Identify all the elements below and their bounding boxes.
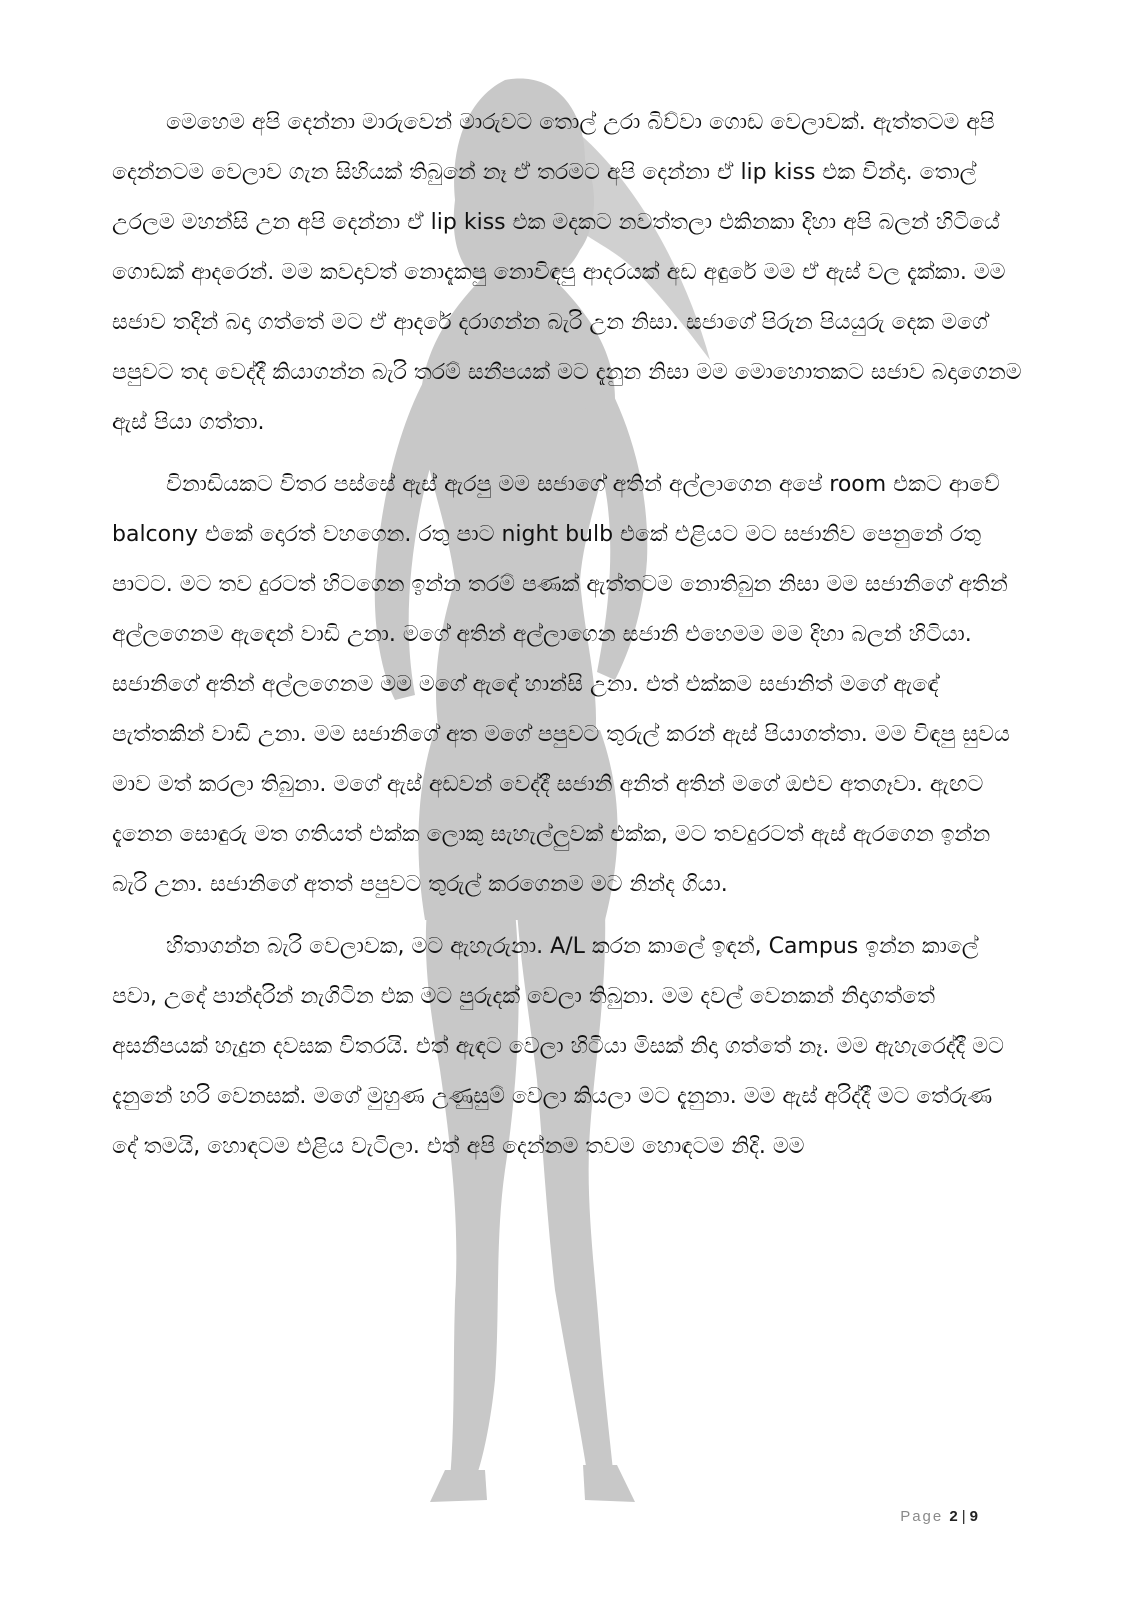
page-current: 2 (949, 1508, 960, 1525)
paragraph-3: හිතාගන්න බැරි වෙලාවක, මට ඇහැරුනා. A/L කරන කාලේ ඉඳන්, Campus ඉන්න කාලේ පවා, උදේ පාන්දරින් නැගිටින එක මට පුරුදක් වෙලා තිබුනා. මම දවල් වෙනකන් නිදාගත්තේ අසනීපයක් හැදුන දවසක විතරයි. එත් ඇඳට වෙලා හිටියා මිසක් නිදා ගත්තේ නෑ. මම ඇහැරෙද්දී මට දැනුනේ හරි වෙනසක්. මගේ මුහුණ උණුසුම් වෙලා කියලා මට දැනුනා. මම ඇස් අරිද්දී මට තේරුණ දේ තමයි, හොඳටම එළිය වැටිලා. එත් අපි දෙන්නම තවම හොඳටම නිදි. මම (112, 934, 1004, 1159)
page-number (900, 1508, 980, 1525)
page-total: 9 (969, 1508, 980, 1525)
page-label: Page (900, 1508, 944, 1525)
body-text (112, 98, 1022, 1184)
paragraph-1: මෙහෙම අපි දෙන්නා මාරුවෙන් මාරුවට තොල් උරා බිව්වා ගොඩ වෙලාවක්. ඇත්තටම අපි දෙන්නටම වෙලාව ගැන සිහියක් තිබුනේ නෑ ඒ තරමට අපි දෙන්නා ඒ lip kiss එක වින්දා. තොල් උරලම මහන්සි උන අපි දෙන්නා ඒ lip kiss එක මදකට නවත්තලා එකිනකා දිහා අපි බලන් හිටියේ ගොඩක් ආදරෙන්. මම කවදාවත් නොදැකපු නොවිඳපු ආදරයක් අඩ අඳුරේ මම ඒ ඇස් වල දැක්කා. මම සජාව තදින් බදා ගත්තේ මට ඒ ආදරේ දරාගන්න බැරි උන නිසා. සජාගේ පිරුන පියයුරු දෙක මගේ පපුවට තද වෙද්දී කියාගන්න බැරි තරම් සනීපයක් මට දැනුන නිසා මම මොහොතකට සජාව බදාගෙනම ඇස් පියා ගත්තා. (112, 110, 1022, 435)
page-separator: | (961, 1508, 968, 1525)
paragraph-2: විනාඩියකට විතර පස්සේ ඇස් ඇරපු මම සජාගේ අතින් අල්ලාගෙන අපේ room එකට ආවේ balcony එකේ දොරත් වහගෙන. රතු පාට night bulb එකේ එළියට මට සජානිව පෙනුනේ රතු පාටට. මට තව දුරටත් හිටගෙන ඉන්න තරම් පණක් ඇත්තටම නොතිබුන නිසා මම සජානිගේ අතින් අල්ලගෙනම ඇඳෙන් වාඩි උනා. මගේ අතින් අල්ලාගෙන සජානි එහෙමම මම දිහා බලන් හිටියා. සජානිගේ අතින් අල්ලගෙනම මම මගේ ඇඳේ හාන්සි උනා. එත් එක්කම සජානිත් මගේ ඇඳේ පැත්තකින් වාඩි උනා. මම සජානිගේ අත මගේ පපුවට තුරුල් කරන් ඇස් පියාගත්තා. මම විඳපු සුවය මාව මත් කරලා තිබුනා. මගේ ඇස් අඩවන් වෙද්දී සජානි අනිත් අතින් මගේ ඔළුව අතගෑවා. ඇඟට දැනෙන සොඳුරු මත ගතියත් එක්ක ලොකු සැහැල්ලුවක් එක්ක, මට තවදුරටත් ඇස් ඇරගෙන ඉන්න බැරි උනා. සජානිගේ අතත් පපුවට තුරුල් කරගෙනම මට නින්ද ගියා. (112, 472, 1010, 897)
